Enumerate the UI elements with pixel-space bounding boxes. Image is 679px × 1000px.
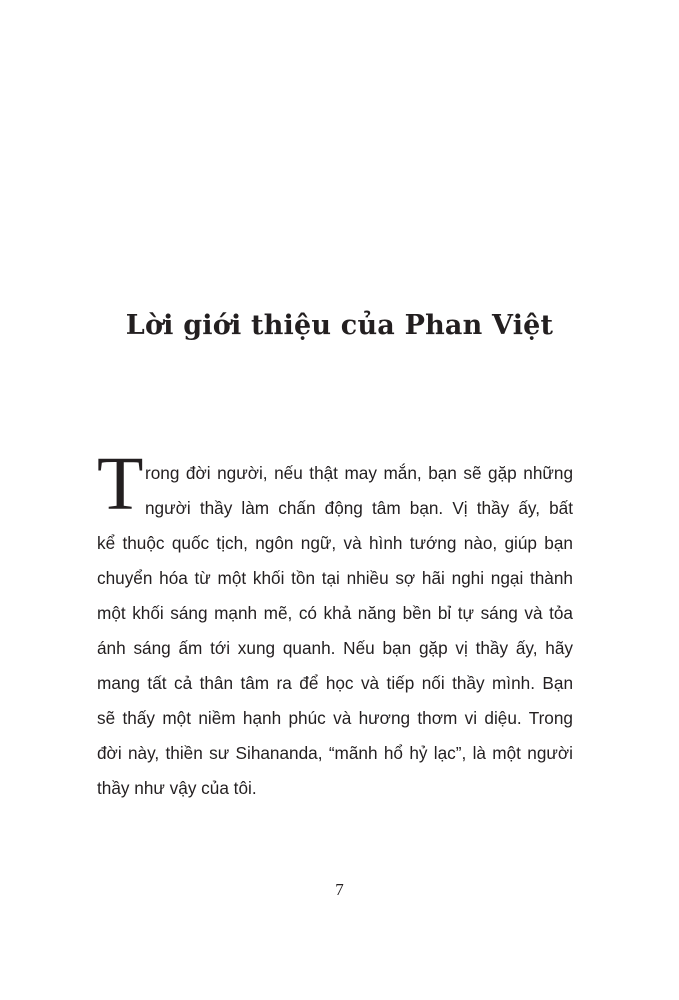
- paragraph-line: sẽ thấy một niềm hạnh phúc và hương thơm vi diệu. Trong: [97, 708, 573, 728]
- paragraph-line: một khối sáng mạnh mẽ, có khả năng bền bỉ tự sáng và tỏa: [97, 603, 573, 623]
- paragraph-line: chuyển hóa từ một khối tồn tại nhiều sợ hãi nghi ngại thành: [97, 568, 573, 588]
- paragraph-line: đời này, thiền sư Sihananda, “mãnh hổ hỷ lạc”, là một người: [97, 743, 573, 763]
- page-number: 7: [335, 880, 344, 899]
- paragraph-line: rong đời người, nếu thật may mắn, bạn sẽ gặp những: [145, 463, 573, 483]
- drop-cap: T: [97, 442, 144, 526]
- page-title: Lời giới thiệu của Phan Việt: [125, 310, 554, 341]
- paragraph-line: mang tất cả thân tâm ra để học và tiếp nối thầy mình. Bạn: [97, 673, 573, 693]
- paragraph-line: ánh sáng ấm tới xung quanh. Nếu bạn gặp vị thầy ấy, hãy: [97, 638, 573, 658]
- paragraph-line: thầy như vậy của tôi.: [97, 778, 257, 798]
- paragraph-line: người thầy làm chấn động tâm bạn. Vị thầy ấy, bất: [145, 498, 573, 518]
- paragraph-line: kể thuộc quốc tịch, ngôn ngữ, và hình tướng nào, giúp bạn: [97, 533, 573, 553]
